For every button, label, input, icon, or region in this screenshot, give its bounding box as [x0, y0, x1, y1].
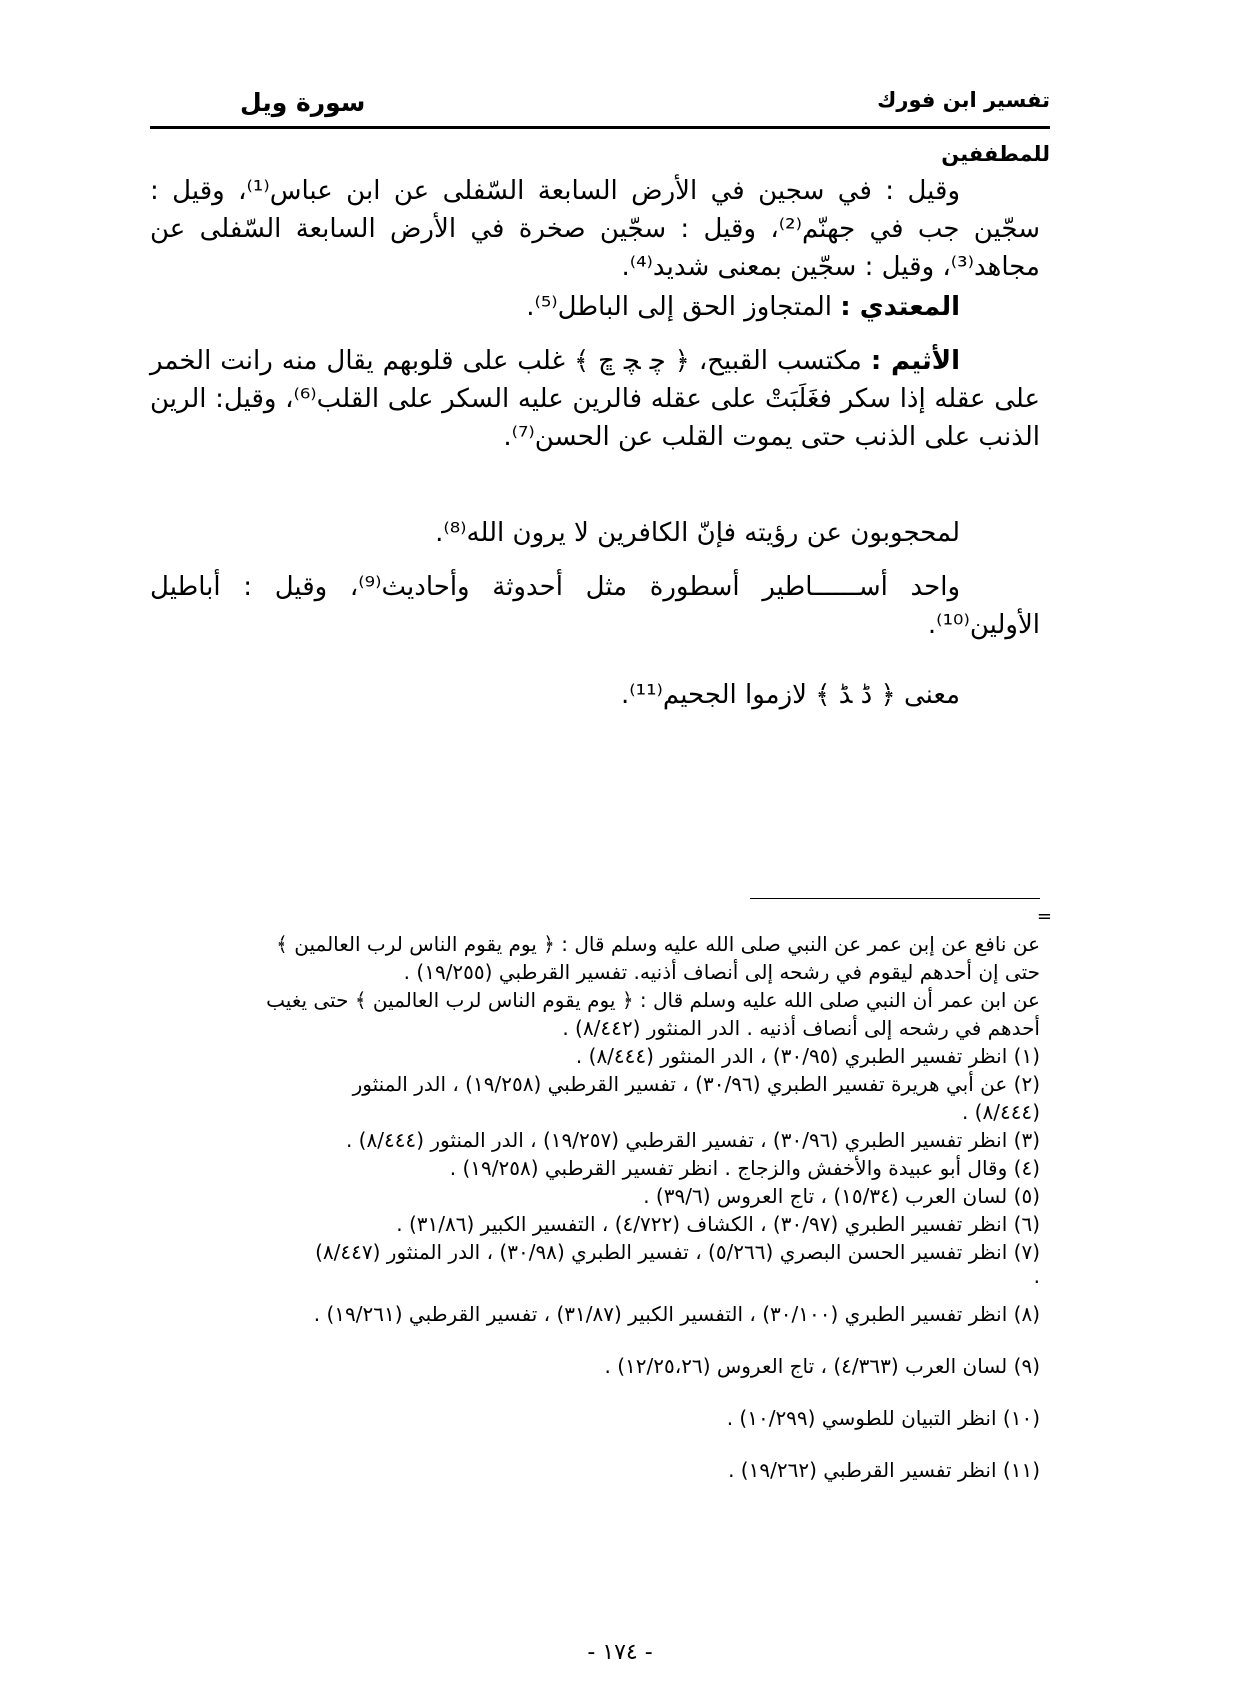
section-title: للمطففين — [941, 142, 1050, 166]
definition-mutadi: المتجاوز الحق إلى الباطل⁽⁵⁾. — [526, 292, 841, 322]
paragraph-athim — [150, 342, 1040, 456]
definition-athim: مكتسب القبيح، ﴿ ﭼ ﭽ ﭾ ﴾ غلب على قلوبهم يقال منه رانت الخمر على عقله إذا سكر فغَلَبَتْ على عقله فالرين عليه السكر على القلب⁽⁶⁾، وقيل: الرين الذنب على الذنب حتى يموت القلب عن الحسن⁽⁷⁾. — [150, 346, 1040, 452]
paragraph-mahjubun: لمحجوبون عن رؤيته فإنّ الكافرين لا يرون الله⁽⁸⁾. — [435, 518, 960, 548]
footnote-line: أحدهم في رشحه إلى أنصاف أذنيه . الدر المنثور (٨/٤٤٢) . — [562, 1016, 1040, 1040]
term-mutadi: المعتدي : — [840, 292, 960, 322]
footnote-8: (٨) انظر تفسير الطبري (٣٠/١٠٠) ، التفسير الكبير (٣١/٨٧) ، تفسير القرطبي (١٩/٢٦١) . — [313, 1302, 1040, 1326]
footnote-7: (٧) انظر تفسير الحسن البصري (٥/٢٦٦) ، تفسير الطبري (٣٠/٩٨) ، الدر المنثور (٨/٤٤٧) — [315, 1240, 1040, 1264]
footnote-3: (٣) انظر تفسير الطبري (٣٠/٩٦) ، تفسير القرطبي (١٩/٢٥٧) ، الدر المنثور (٨/٤٤٤) . — [345, 1128, 1040, 1152]
paragraph-sijjin: وقيل : في سجين في الأرض السابعة السّفلى عن ابن عباس⁽¹⁾، وقيل : سجّين جب في جهنّم⁽²⁾، وقيل : سجّين صخرة في الأرض السابعة السّفلى عن مجاهد⁽³⁾، وقيل : سجّين بمعنى شديد⁽⁴⁾. — [150, 176, 1041, 282]
footnote-11: (١١) انظر تفسير القرطبي (١٩/٢٦٢) . — [728, 1458, 1040, 1482]
footnote-6: (٦) انظر تفسير الطبري (٣٠/٩٧) ، الكشاف (٤/٧٢٢) ، التفسير الكبير (٣١/٨٦) . — [396, 1212, 1040, 1236]
term-athim: الأثيم : — [870, 346, 960, 376]
book-title: تفسير ابن فورك — [877, 88, 1050, 112]
surah-title: سورة ويل — [240, 88, 366, 117]
footnote-2-cont: (٨/٤٤٤) . — [961, 1100, 1040, 1124]
header-divider — [150, 126, 1050, 129]
footnote-5: (٥) لسان العرب (١٥/٣٤) ، تاج العروس (٣٩/٦) . — [643, 1184, 1040, 1208]
paragraph-mutadi — [150, 288, 1040, 326]
footnote-line: عن نافع عن إبن عمر عن النبي صلى الله عليه وسلم قال : ﴿ يوم يقوم الناس لرب العالمين ﴾ — [276, 932, 1040, 956]
footnote-2: (٢) عن أبي هريرة تفسير الطبري (٣٠/٩٦) ، تفسير القرطبي (١٩/٢٥٨) ، الدر المنثور — [352, 1072, 1040, 1096]
footnote-1: (١) انظر تفسير الطبري (٣٠/٩٥) ، الدر المنثور (٨/٤٤٤) . — [575, 1044, 1040, 1068]
footnote-10: (١٠) انظر التبيان للطوسي (١٠/٢٩٩) . — [726, 1406, 1040, 1430]
footnote-continuation-mark: = — [1036, 906, 1052, 927]
footnote-divider — [750, 898, 1040, 899]
paragraph-asatir: واحد أســــــاطير أسطورة مثل أحدوثة وأحاديث⁽⁹⁾، وقيل : أباطيل الأولين⁽¹⁰⁾. — [150, 572, 1040, 640]
page-number: - ١٧٤ - — [587, 1640, 653, 1665]
footnote-line: عن ابن عمر أن النبي صلى الله عليه وسلم قال : ﴿ يوم يقوم الناس لرب العالمين ﴾ حتى يغيب — [266, 988, 1040, 1012]
footnote-line: حتى إن أحدهم ليقوم في رشحه إلى أنصاف أذنيه. تفسير القرطبي (١٩/٢٥٥) . — [403, 960, 1040, 984]
footnote-4: (٤) وقال أبو عبيدة والأخفش والزجاج . انظر تفسير القرطبي (١٩/٢٥٨) . — [449, 1156, 1040, 1180]
paragraph-jahim: معنى ﴿ ﮈ ﮉ ﴾ لازموا الجحيم⁽¹¹⁾. — [621, 680, 960, 710]
footnote-7-cont: . — [1033, 1264, 1040, 1288]
running-header — [150, 78, 1050, 126]
footnote-9: (٩) لسان العرب (٤/٣٦٣) ، تاج العروس (١٢/٢٥،٢٦) . — [604, 1354, 1040, 1378]
